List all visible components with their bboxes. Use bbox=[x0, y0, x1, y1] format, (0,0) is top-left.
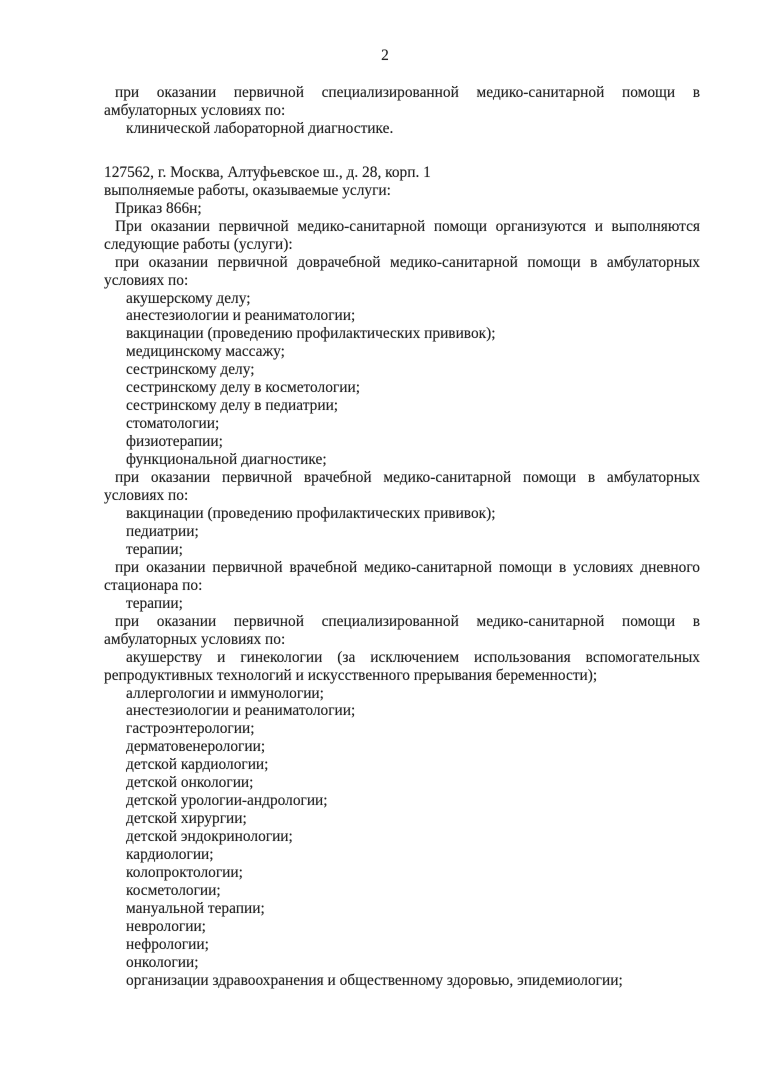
document-line: амбулаторных условиях по: bbox=[104, 101, 286, 119]
document-line: физиотерапии; bbox=[126, 433, 223, 451]
document-line: стоматологии; bbox=[126, 415, 220, 433]
document-line: выполняемые работы, оказываемые услуги: bbox=[104, 181, 391, 199]
document-line: акушерству и гинекологии (за исключением использования вспомогательных bbox=[126, 648, 700, 666]
document-line: косметологии; bbox=[126, 881, 221, 899]
document-line: 127562, г. Москва, Алтуфьевское ш., д. 28, корп. 1 bbox=[104, 163, 431, 181]
document-line: вакцинации (проведению профилактических прививок); bbox=[126, 504, 496, 522]
document-line: детской урологии-андрологии; bbox=[126, 792, 328, 810]
document-line: терапии; bbox=[126, 594, 183, 612]
document-line: следующие работы (услуги): bbox=[104, 235, 293, 253]
document-line: кардиологии; bbox=[126, 846, 214, 864]
document-line: при оказании первичной специализированной медико-санитарной помощи в bbox=[115, 612, 700, 630]
document-line: детской онкологии; bbox=[126, 774, 254, 792]
document-line: функциональной диагностике; bbox=[126, 451, 327, 469]
document-line: детской эндокринологии; bbox=[126, 828, 293, 846]
document-line: мануальной терапии; bbox=[126, 899, 265, 917]
document-line: дерматовенерологии; bbox=[126, 738, 266, 756]
document-line: анестезиологии и реаниматологии; bbox=[126, 702, 356, 720]
document-line: при оказании первичной доврачебной медико-санитарной помощи в амбулаторных bbox=[115, 253, 700, 271]
document-line: детской хирургии; bbox=[126, 810, 247, 828]
document-line: медицинскому массажу; bbox=[126, 343, 285, 361]
document-line: детской кардиологии; bbox=[126, 756, 269, 774]
document-line: репродуктивных технологий и искусственного прерывания беременности); bbox=[104, 666, 598, 684]
document-line: при оказании первичной врачебной медико-санитарной помощи в амбулаторных bbox=[115, 469, 700, 487]
document-line: терапии; bbox=[126, 540, 183, 558]
document-line: сестринскому делу в педиатрии; bbox=[126, 397, 339, 415]
document-line: клинической лабораторной диагностике. bbox=[126, 119, 394, 137]
document-line: педиатрии; bbox=[126, 522, 199, 540]
page-number: 2 bbox=[381, 47, 389, 64]
document-line: Приказ 866н; bbox=[115, 199, 202, 217]
document-line: вакцинации (проведению профилактических прививок); bbox=[126, 325, 496, 343]
document-line: условиях по: bbox=[104, 487, 189, 505]
document-line: акушерскому делу; bbox=[126, 289, 251, 307]
document-line: стационара по: bbox=[104, 576, 203, 594]
document-line: неврологии; bbox=[126, 917, 206, 935]
document-line: организации здравоохранения и общественному здоровью, эпидемиологии; bbox=[126, 971, 623, 989]
document-line: сестринскому делу; bbox=[126, 361, 255, 379]
document-line: онкологии; bbox=[126, 953, 199, 971]
document-line: аллергологии и иммунологии; bbox=[126, 684, 324, 702]
document-line: гастроэнтерологии; bbox=[126, 720, 255, 738]
document-text-block bbox=[104, 84, 700, 990]
document-line: условиях по: bbox=[104, 271, 189, 289]
document-line: При оказании первичной медико-санитарной помощи организуются и выполняются bbox=[115, 217, 700, 235]
document-line: колопроктологии; bbox=[126, 864, 243, 882]
document-line: при оказании первичной специализированной медико-санитарной помощи в bbox=[115, 84, 700, 101]
document-line: нефрологии; bbox=[126, 935, 209, 953]
document-line: анестезиологии и реаниматологии; bbox=[126, 307, 356, 325]
document-line: сестринскому делу в косметологии; bbox=[126, 379, 360, 397]
document-line: амбулаторных условиях по: bbox=[104, 630, 286, 648]
document-line: при оказании первичной врачебной медико-санитарной помощи в условиях дневного bbox=[115, 558, 700, 576]
